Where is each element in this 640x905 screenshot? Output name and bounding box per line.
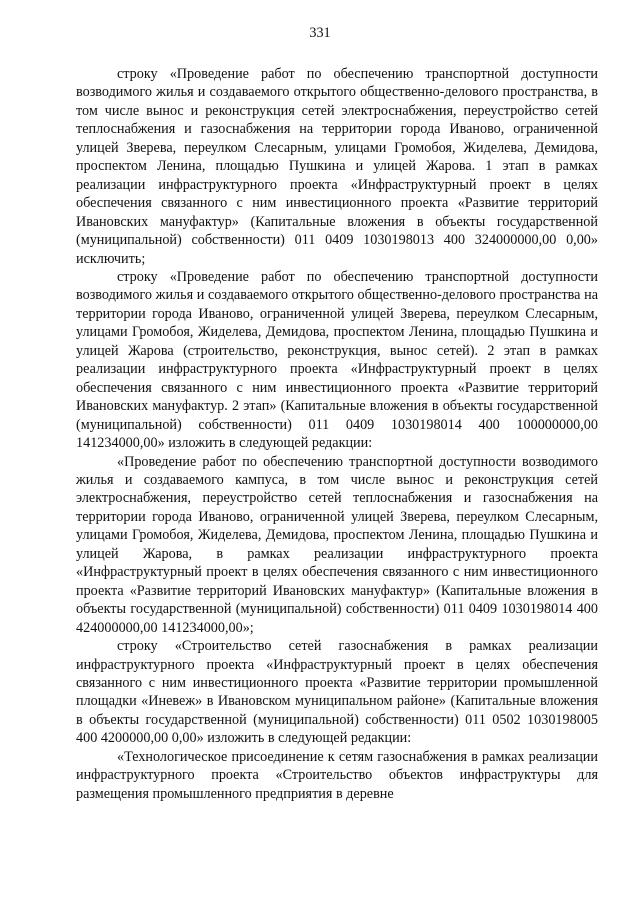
paragraph-new-wording-gas: «Технологическое присоединение к сетям газоснабжения в рамках реализации инфраструктурного проекта «Строительство объектов инфраструктуры для размещения промышленного предприятия в деревне bbox=[76, 748, 598, 802]
paragraph-amend-stage-2: строку «Проведение работ по обеспечению транспортной доступности возводимого жилья и создаваемого открытого общественно-делового пространства на территории города Иваново, ограниченной улицей Зверева, переулком Слесарным, улицами Громобоя, Жиделева, Демидова, проспектом Ленина, площадью Пушкина и улицей Жарова (строительство, реконструкция, вынос сетей). 2 этап в рамках реализации инфраструктурного проекта «Инфраструктурный проект в целях обеспечения связанного с ним инвестиционного проекта «Развитие территорий Ивановских мануфактур. 2 этап» (Капитальные вложения в объекты государственной (муниципальной) собственности) 011 0409 1030198014 400 100000000,00 141234000,00» изложить в следующей редакции: bbox=[76, 268, 598, 452]
page-number: 331 bbox=[309, 25, 331, 41]
paragraph-amend-gas-network: строку «Строительство сетей газоснабжения в рамках реализации инфраструктурного проекта «Инфраструктурный проект в целях обеспечения связанного с ним инвестиционного проекта «Развитие территории промышленной площадки «Иневеж» в Ивановском муниципальном районе» (Капитальные вложения в объекты государственной (муниципальной) собственности) 011 0502 1030198005 400 4200000,00 0,00» изложить в следующей редакции: bbox=[76, 638, 598, 747]
document-body bbox=[76, 65, 598, 803]
paragraph-exclude-stage-1: строку «Проведение работ по обеспечению транспортной доступности возводимого жилья и создаваемого открытого общественно-делового пространства, в том числе вынос и реконструкция сетей электроснабжения, переустройство сетей теплоснабжения и газоснабжения на территории города Иваново, ограниченной улицей Зверева, переулком Слесарным, улицами Громобоя, Жиделева, Демидова, проспектом Ленина, площадью Пушкина и улицей Жарова. 1 этап в рамках реализации инфраструктурного проекта «Инфраструктурный проект в целях обеспечения связанного с ним инвестиционного проекта «Развитие территорий Ивановских мануфактур» (Капитальные вложения в объекты государственной (муниципальной) собственности) 011 0409 1030198013 400 324000000,00 0,00» исключить; bbox=[76, 66, 598, 267]
paragraph-new-wording-transport: «Проведение работ по обеспечению транспортной доступности возводимого жилья и создаваемого кампуса, в том числе вынос и реконструкция сетей электроснабжения, переустройство сетей теплоснабжения и газоснабжения на территории города Иваново, ограниченной улицей Зверева, переулком Слесарным, улицами Громобоя, Жиделева, Демидова, проспектом Ленина, площадью Пушкина и улицей Жарова, в рамках реализации инфраструктурного проекта «Инфраструктурный проект в целях обеспечения связанного с ним инвестиционного проекта «Развитие территорий Ивановских мануфактур» (Капитальные вложения в объекты государственной (муниципальной) собственности) 011 0409 1030198014 400 424000000,00 141234000,00»; bbox=[76, 453, 598, 636]
